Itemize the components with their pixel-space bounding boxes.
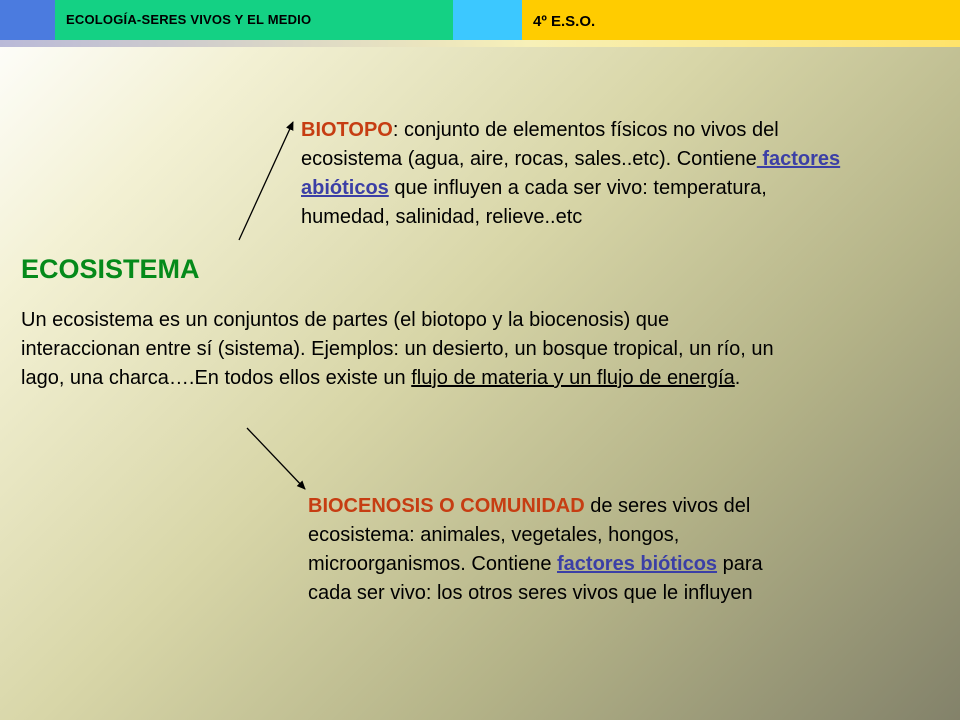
header-title: ECOLOGÍA-SERES VIVOS Y EL MEDIO [66,12,312,27]
biotopo-text-2: que influyen a cada ser vivo: temperatura, humedad, salinidad, relieve..etc [301,177,767,228]
ecosistema-text-1: Un ecosistema es un conjuntos de partes (el biotopo y la biocenosis) que interaccionan entre sí (sistema). Ejemplos: un desierto, un bosque tropical, un río, un lago, una charca….En todos ellos existe un [21,309,774,389]
biocenosis-term: BIOCENOSIS O COMUNIDAD [308,495,585,517]
ecosistema-title: ECOSISTEMA [21,254,200,284]
header-course: 4º E.S.O. [533,13,596,30]
biotopo-term: BIOTOPO [301,119,393,141]
biotopo-paragraph [301,116,861,232]
arrow-to-biocenosis [247,428,305,489]
flujo-underlined-text: flujo de materia y un flujo de energía [411,367,735,389]
factores-abioticos-link[interactable]: factores abióticos [301,148,841,199]
arrow-to-biotopo [239,122,293,240]
biocenosis-paragraph [308,492,778,608]
factores-bioticos-link[interactable]: factores bióticos [557,553,718,575]
header-underline [0,40,960,47]
header-block-blue [0,0,55,40]
biocenosis-text-1: de seres vivos del ecosistema: animales, vegetales, hongos, microorganismos. Contiene [308,495,751,575]
biotopo-text-1: : conjunto de elementos físicos no vivos del ecosistema (agua, aire, rocas, sales..etc). Contiene [301,119,779,170]
ecosistema-paragraph [21,306,781,393]
header-block-cyan [453,0,522,40]
biocenosis-text-2: para cada ser vivo: los otros seres vivos que le influyen [308,553,763,604]
ecosistema-text-2: . [734,367,741,389]
